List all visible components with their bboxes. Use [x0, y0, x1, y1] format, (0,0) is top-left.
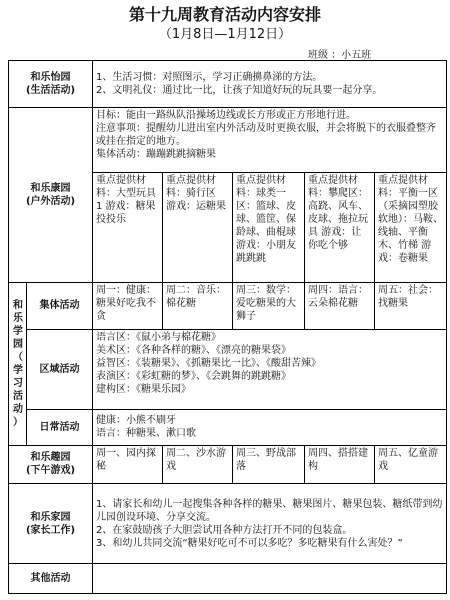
- games-label: [9, 445, 93, 483]
- daily-item: 语言：种糖果、漱口歌: [96, 428, 197, 440]
- learning-label: [9, 283, 27, 446]
- games-label-sub: (下午游戏): [25, 465, 76, 477]
- group-day-1: 周一：健康：糖果好吃我不贪: [93, 283, 163, 330]
- family-item: 2、在家鼓励孩子大胆尝试用各种方法打开不同的包装盒。: [96, 524, 353, 536]
- outdoor-area-4: 重点提供材料：攀爬区：高跷、风车、皮球、拖拉玩具 游戏：让你吃个够: [305, 173, 375, 283]
- outdoor-area-3: 重点提供材料：球类一区：篮球、皮球、篮筐、保龄球、曲棍球 游戏：小朋友跳跳跳: [233, 173, 305, 283]
- life-label-title: 和乐怡园: [30, 71, 71, 83]
- outdoor-group-activity: 集体活动：蹦蹦跳跳摘糖果: [96, 148, 217, 160]
- outdoor-label: [9, 107, 93, 283]
- outdoor-label-title: 和乐康园: [30, 182, 71, 194]
- area-item: 益智区：《装糖果》、《抓糖果比一比》、《酸甜苦辣》: [96, 357, 322, 369]
- life-label: [9, 61, 93, 108]
- family-content: [93, 483, 447, 563]
- row-outdoor-goal: [9, 107, 447, 173]
- games-day-5: 周五、亿童游戏: [375, 445, 447, 483]
- outdoor-goal-text: 目标：能由一路纵队沿操场边线或长方形或正方形地行进。: [96, 109, 357, 121]
- row-learning-group: [9, 283, 447, 330]
- games-day-4: 周四、搭搭建构: [305, 445, 375, 483]
- daily-activity-content: [93, 409, 447, 445]
- area-item: 语言区：《鼠小弟与棉花糖》: [96, 331, 222, 343]
- row-games: [9, 445, 447, 483]
- outdoor-area-5: 重点提供材料：平衡一区（采摘园塑胶软地）：马鞍、线轴、平衡木、竹梯 游戏：卷糖果: [375, 173, 447, 283]
- outdoor-notes: 注意事项：提醒幼儿进出室内外活动及时更换衣服，并会将脱下的衣服叠整齐或挂在指定的地方。: [96, 122, 437, 147]
- learning-label-text: 和乐学园（学习活动）: [13, 299, 23, 428]
- row-life: [9, 61, 447, 108]
- family-label-sub: (家长工作): [25, 524, 76, 536]
- row-family: [9, 483, 447, 563]
- class-label: 班级 ：小五班: [308, 50, 372, 61]
- other-content: [93, 564, 447, 594]
- life-item: 1、生活习惯：对照图示，学习正确擤鼻涕的方法。: [96, 71, 323, 83]
- area-item: 美术区：《各种各样的糖》、《漂亮的糖果袋》: [96, 344, 292, 356]
- group-day-3: 周三：数学：爱吃糖果的大狮子: [233, 283, 305, 330]
- group-day-5: 周五：社会：找糖果: [375, 283, 447, 330]
- games-day-1: 周一、园内探秘: [93, 445, 163, 483]
- family-label: [9, 483, 93, 563]
- group-day-4: 周四：语言：云朵棉花糖: [305, 283, 375, 330]
- games-label-title: 和乐趣园: [30, 452, 71, 464]
- date-range: （1月8日—1月12日）: [158, 27, 292, 42]
- group-day-2: 周二：音乐：棉花糖: [163, 283, 233, 330]
- page-title: 第十九周教育活动内容安排: [128, 5, 321, 24]
- life-content: [93, 61, 447, 108]
- outdoor-goal: [93, 107, 447, 173]
- games-day-2: 周二、沙水游戏: [163, 445, 233, 483]
- group-activity-label: 集体活动: [27, 283, 93, 330]
- life-label-sub: (生活活动): [25, 84, 76, 96]
- area-item: 建构区：《糖果乐园》: [96, 383, 192, 395]
- row-other: [9, 564, 447, 594]
- family-item: 3、和幼儿共同交流“糖果好吃可不可以多吃？多吃糖果有什么害处？”: [96, 537, 403, 549]
- family-label-title: 和乐家园: [30, 511, 71, 523]
- games-day-3: 周三、野战部落: [233, 445, 305, 483]
- outdoor-label-sub: (户外活动): [25, 195, 76, 207]
- row-learning-area: [9, 329, 447, 409]
- row-learning-daily: [9, 409, 447, 445]
- area-activity-label: 区域活动: [27, 329, 93, 409]
- schedule-table: [8, 60, 447, 594]
- outdoor-area-1: 重点提供材料：大型玩具 1 游戏：糖果投投乐: [93, 173, 163, 283]
- daily-activity-label: 日常活动: [27, 409, 93, 445]
- outdoor-area-2: 重点提供材料：骑行区 游戏：运糖果: [163, 173, 233, 283]
- area-item: 表演区：《彩虹糖的梦》、《会跳舞的跳跳糖》: [96, 370, 292, 382]
- other-label: 其他活动: [9, 564, 93, 594]
- family-item: 1、请家长和幼儿一起搜集各种各样的糖果、糖果图片、糖果包装、糖纸带到幼儿园创设环境、分享交流。: [96, 498, 443, 523]
- life-item: 2、文明礼仪：通过比一比，让孩子知道好玩的玩具要一起分享。: [96, 84, 383, 96]
- area-activity-content: [93, 329, 447, 409]
- daily-item: 健康：小熊不刷牙: [96, 415, 177, 427]
